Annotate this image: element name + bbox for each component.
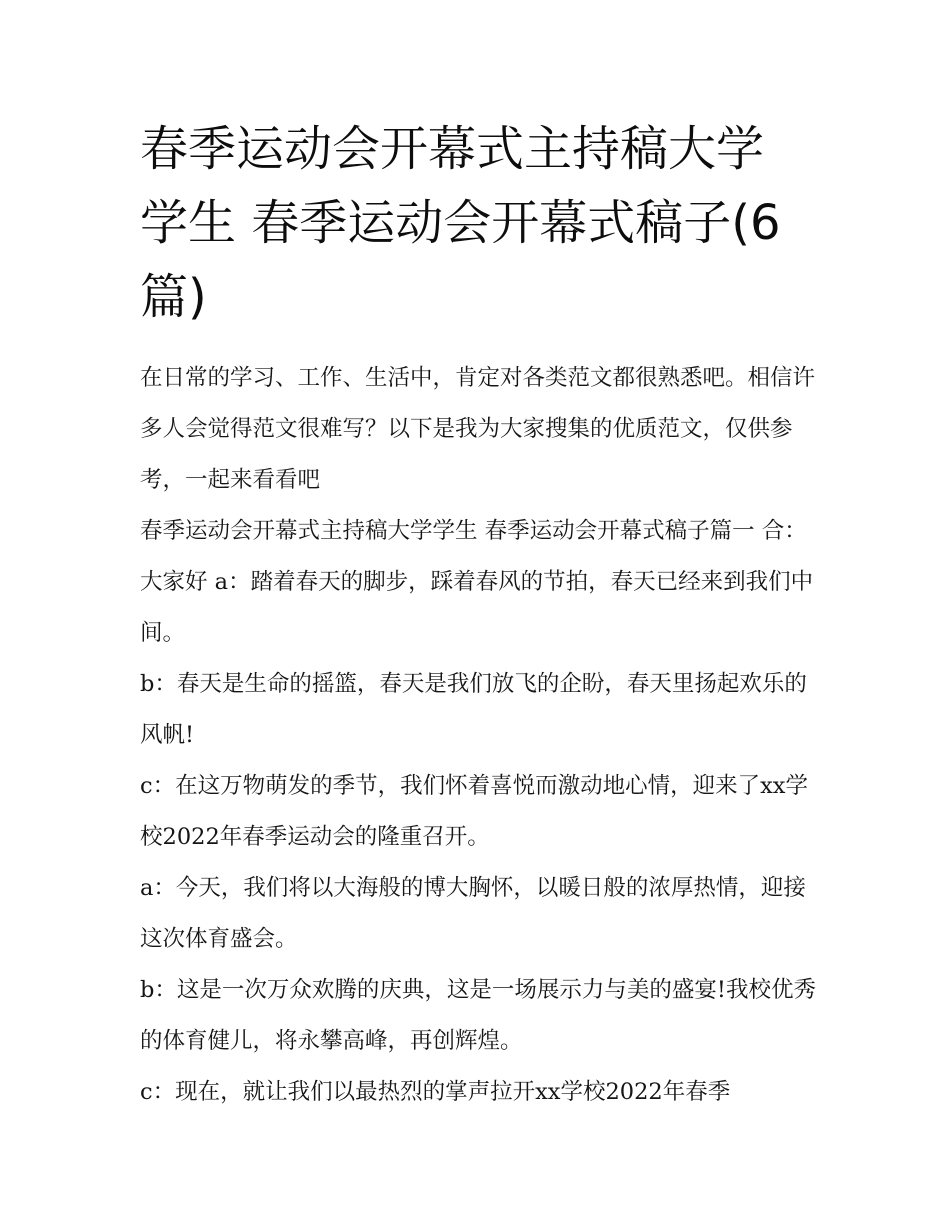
section-one-opening-paragraph: 春季运动会开幕式主持稿大学学生 春季运动会开幕式稿子篇一 合：大家好 a：踏着春天的脚步，踩着春风的节拍，春天已经来到我们中间。: [140, 518, 814, 646]
intro-paragraph: 在日常的学习、工作、生活中，肯定对各类范文都很熟悉吧。相信许多人会觉得范文很难写？以下是我为大家搜集的优质范文，仅供参考，一起来看看吧: [140, 365, 816, 493]
host-c-second-paragraph: c：现在，就让我们以最热烈的掌声拉开xx学校2022年春季: [140, 1079, 731, 1105]
host-a-paragraph: a：今天，我们将以大海般的博大胸怀，以暖日般的浓厚热情，迎接这次体育盛会。: [140, 875, 806, 952]
document-title: 春季运动会开幕式主持稿大学学生 春季运动会开幕式稿子(6篇): [140, 121, 781, 325]
host-c-paragraph: c：在这万物萌发的季节，我们怀着喜悦而激动地心情，迎来了xx学校2022年春季运动会的隆重召开。: [140, 773, 808, 850]
host-b-paragraph: b：春天是生命的摇篮，春天是我们放飞的企盼，春天里扬起欢乐的风帆!: [140, 671, 807, 748]
host-b-second-paragraph: b：这是一次万众欢腾的庆典，这是一场展示力与美的盛宴!我校优秀的体育健儿，将永攀高峰，再创辉煌。: [140, 977, 816, 1054]
document-body: [140, 353, 820, 1118]
